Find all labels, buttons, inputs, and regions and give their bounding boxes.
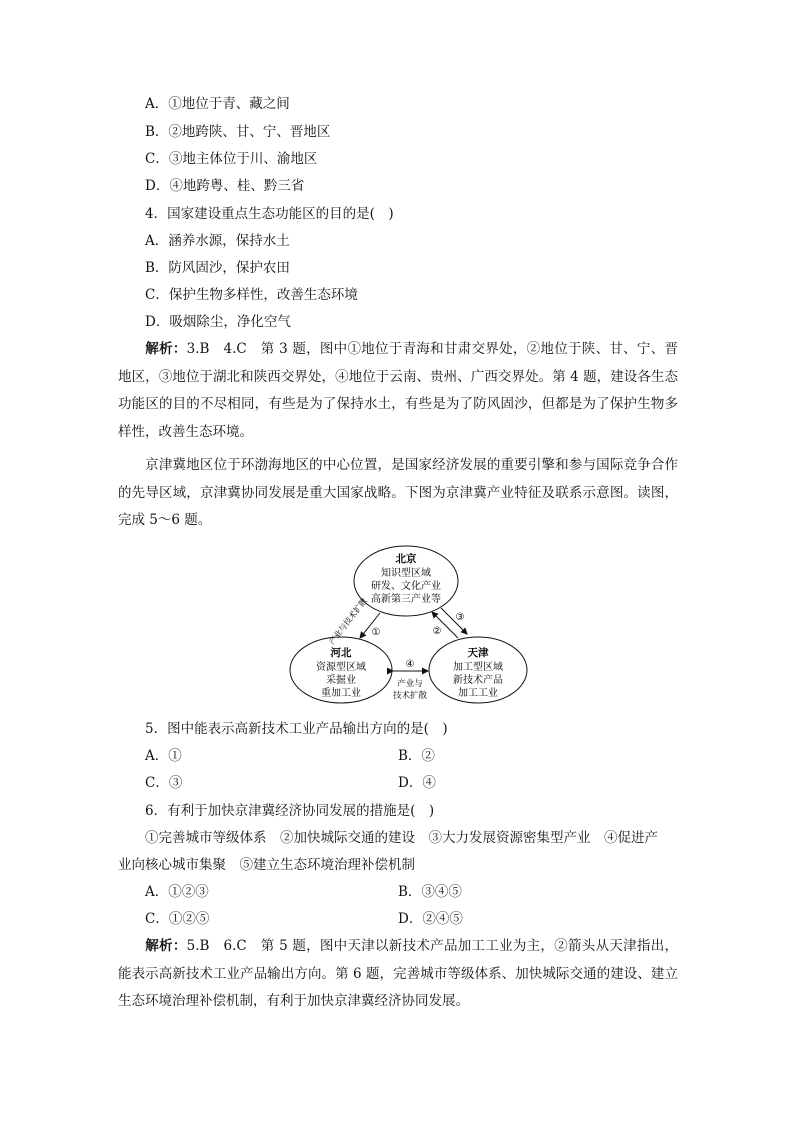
q6-option-c: C．①②⑤ — [145, 911, 210, 927]
intro-paragraph — [118, 452, 678, 535]
q5-option-b: B．② — [398, 748, 435, 764]
q3-option-d: D．④地跨粤、桂、黔三省 — [145, 178, 305, 194]
hebei-line-1: 资源型区域 — [316, 662, 366, 673]
arrow-2-label: ② — [432, 626, 442, 637]
analysis-label: 解析： — [145, 938, 187, 954]
arrow-3-label: ③ — [455, 612, 465, 623]
industry-diagram — [280, 540, 530, 710]
beijing-title: 北京 — [395, 553, 417, 565]
q4-stem: 4．国家建设重点生态功能区的目的是( ) — [145, 206, 394, 222]
q3-option-c: C．③地主体位于川、渝地区 — [145, 151, 318, 167]
arrow-4-label: ④ — [405, 659, 415, 670]
analysis-5-6 — [118, 933, 678, 1016]
beijing-line-2: 研发、文化产业 — [371, 581, 441, 592]
q6-option-a: A．①②③ — [145, 884, 209, 900]
bottom-caption-1: 产业与 — [397, 679, 423, 689]
beijing-line-3: 高新第三产业等 — [371, 594, 441, 605]
analysis-label: 解析： — [145, 341, 187, 357]
q4-option-a: A．涵养水源，保持水土 — [145, 233, 290, 249]
q4-option-c: C．保护生物多样性，改善生态环境 — [145, 287, 358, 303]
q5-stem: 5．图中能表示高新技术工业产品输出方向的是( ) — [145, 721, 448, 737]
q6-option-d: D．②④⑤ — [398, 911, 463, 927]
analysis-text: 3.B 4.C 第 3 题，图中①地位于青海和甘肃交界处，②地位于陕、甘、宁、晋地区，③地位于湖北和陕西交界处，④地位于云南、贵州、广西交界处。第 4 题，建设各生态功能区的目的不尽相同，有些是为了保持水土，有些是为了防风固沙，但都是为了保护生物多样性，改善生态环境。 — [118, 341, 678, 440]
q6-option-b: B．③④⑤ — [398, 884, 462, 900]
analysis-text: 5.B 6.C 第 5 题，图中天津以新技术产品加工工业为主，②箭头从天津指出，能表示高新技术工业产品输出方向。第 6 题，完善城市等级体系、加快城际交通的建设、建立生态环境治理补偿机制，有利于加快京津冀经济协同发展。 — [118, 938, 678, 1009]
hebei-line-2: 采掘业 — [326, 675, 356, 686]
hebei-title: 河北 — [330, 647, 352, 659]
q4-option-d: D．吸烟除尘，净化空气 — [145, 314, 291, 330]
hebei-line-3: 重加工业 — [321, 688, 361, 699]
q6-items-line-2: 业向核心城市集聚 ⑤建立生态环境治理补偿机制 — [118, 857, 415, 873]
analysis-3-4 — [118, 336, 678, 446]
q3-option-b: B．②地跨陕、甘、宁、晋地区 — [145, 124, 331, 140]
q6-stem: 6．有利于加快京津冀经济协同发展的措施是( ) — [145, 803, 435, 819]
arrow-1-label: ① — [371, 627, 381, 638]
q3-option-a: A．①地位于青、藏之间 — [145, 96, 290, 112]
q5-option-a: A．① — [145, 748, 182, 764]
tianjin-title: 天津 — [467, 647, 489, 659]
q5-option-d: D．④ — [398, 775, 436, 791]
q5-option-c: C．③ — [145, 775, 183, 791]
bottom-caption-2: 技术扩散 — [392, 691, 428, 701]
tianjin-line-2: 新技术产品 — [453, 675, 503, 686]
q4-option-b: B．防风固沙，保护农田 — [145, 260, 290, 276]
beijing-line-1: 知识型区域 — [381, 568, 431, 579]
left-caption: 产业与技术扩散 — [327, 596, 369, 647]
intro-text: 京津冀地区位于环渤海地区的中心位置，是国家经济发展的重要引擎和参与国际竞争合作的先导区域，京津冀协同发展是重大国家战略。下图为京津冀产业特征及联系示意图。读图，完成 5～6 题。 — [118, 457, 678, 528]
tianjin-line-1: 加工型区域 — [453, 662, 503, 673]
q6-items-line-1: ①完善城市等级体系 ②加快城际交通的建设 ③大力发展资源密集型产业 ④促进产 — [145, 830, 658, 846]
tianjin-line-3: 加工工业 — [458, 688, 498, 699]
